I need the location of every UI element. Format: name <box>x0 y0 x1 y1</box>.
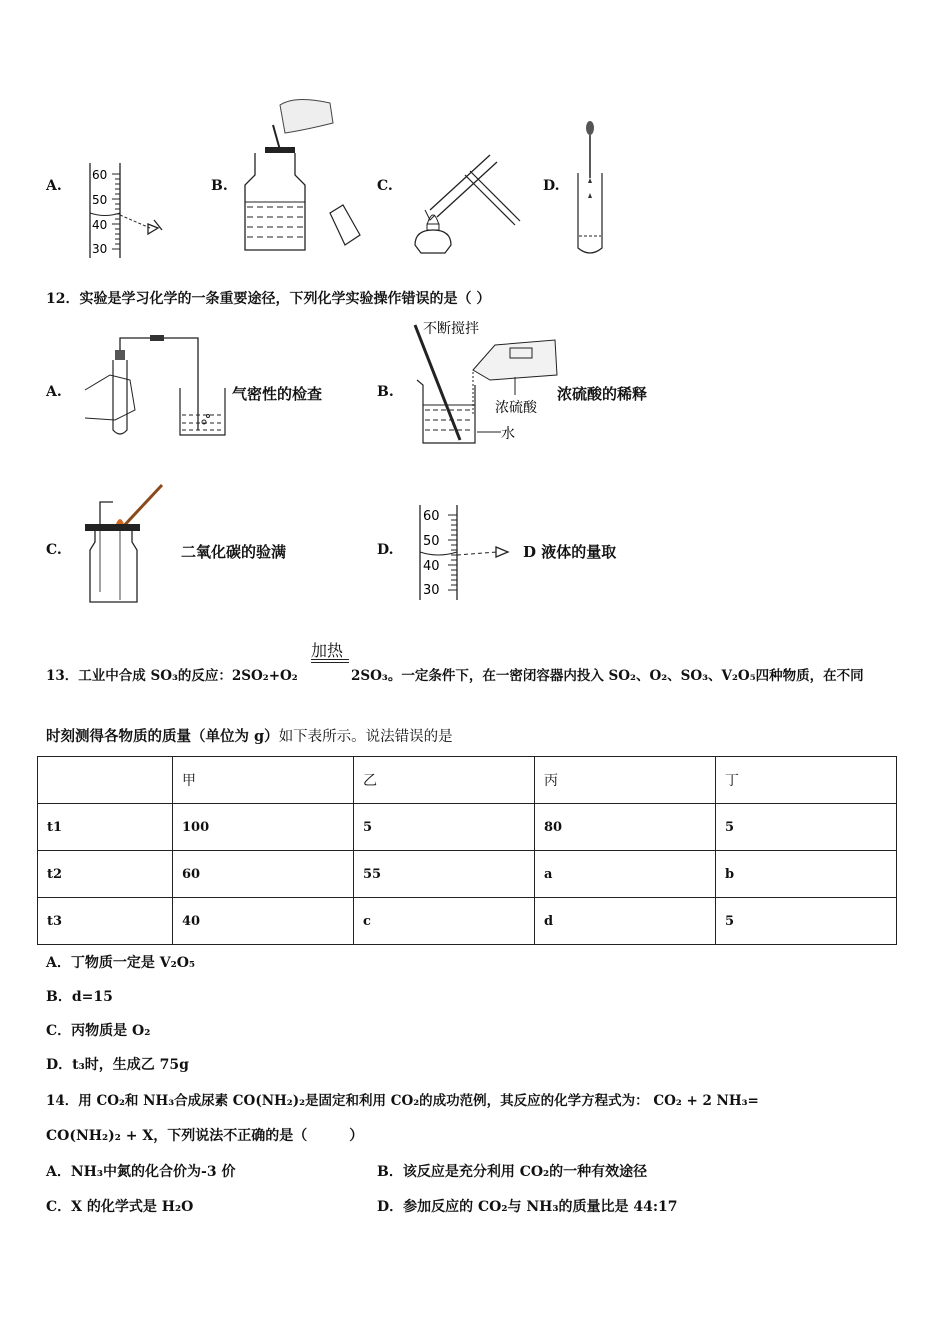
tick-60: 60 <box>423 509 440 524</box>
eye-icon <box>148 220 162 234</box>
q12-option-b-label: B. <box>377 384 394 400</box>
table-header-cell: 丙 <box>535 757 716 804</box>
q11-a-graduated-cylinder-figure <box>80 158 180 263</box>
q12-option-a-label: A. <box>46 384 62 400</box>
q13-condition: 加热 <box>311 641 344 660</box>
q13-stem-product: 2SO₃。 <box>351 668 402 684</box>
table-header-cell: 乙 <box>354 757 535 804</box>
q13-arrow-line-bottom <box>311 662 349 663</box>
q13-option-a: A．丁物质一定是 V₂O₅ <box>46 955 196 971</box>
table-header-cell: 甲 <box>173 757 354 804</box>
acid-note: 浓硫酸 <box>495 400 537 416</box>
q12-a-caption: 气密性的检查 <box>232 385 323 403</box>
tick-50: 50 <box>92 193 108 207</box>
table-cell: 5 <box>716 804 897 851</box>
q12-d-caption: D 液体的量取 <box>523 543 617 561</box>
q12-option-c-label: C. <box>46 542 62 558</box>
table-cell: t1 <box>38 804 173 851</box>
q12-c-caption: 二氧化碳的验满 <box>181 543 287 561</box>
q13-line2-rest: 如下表所示。说法错误的是 <box>278 729 453 745</box>
table-cell: 40 <box>173 898 354 945</box>
q12-a-airtightness-check-figure <box>80 330 230 440</box>
q14-option-a: A．NH₃中氮的化合价为-3 价 <box>46 1164 236 1180</box>
q14-option-b: B．该反应是充分利用 CO₂的一种有效途径 <box>377 1164 648 1180</box>
q12-option-d-label: D. <box>377 542 394 558</box>
tick-40: 40 <box>92 218 108 232</box>
q11-option-b-label: B. <box>211 178 228 194</box>
q13-stem-prefix: 13．工业中合成 SO₃的反应：2SO₂+O₂ <box>46 668 298 684</box>
tick-30: 30 <box>423 583 440 598</box>
table-cell: 5 <box>716 898 897 945</box>
table-cell: d <box>535 898 716 945</box>
table-row <box>38 851 897 898</box>
q14-stem-line1: 14．用 CO₂和 NH₃合成尿素 CO(NH₂)₂是固定和利用 CO₂的成功范例，其反应的化学方程式为： CO₂ + 2 NH₃= <box>46 1093 759 1109</box>
table-cell: a <box>535 851 716 898</box>
table-cell: 60 <box>173 851 354 898</box>
table-cell: 100 <box>173 804 354 851</box>
q11-b-pouring-liquid-figure <box>235 95 370 260</box>
table-cell: t3 <box>38 898 173 945</box>
q12-b-caption: 浓硫酸的稀释 <box>557 385 648 403</box>
table-cell: 5 <box>354 804 535 851</box>
q13-option-c: C．丙物质是 O₂ <box>46 1023 151 1039</box>
q14-option-d: D．参加反应的 CO₂与 NH₃的质量比是 44:17 <box>377 1199 678 1215</box>
q13-stem-rest: 一定条件下，在一密闭容器内投入 SO₂、O₂、SO₃、V₂O₅四种物质，在不同 <box>401 668 864 684</box>
q11-d-dropper-figure <box>570 118 610 258</box>
q11-option-d-label: D. <box>543 178 560 194</box>
q14-stem-line2: CO(NH₂)₂ + X，下列说法不正确的是（ ） <box>46 1128 364 1144</box>
q11-option-c-label: C. <box>377 178 393 194</box>
q12-c-co2-test-figure <box>80 482 175 607</box>
q13-mass-table <box>37 756 897 945</box>
stir-note: 不断搅拌 <box>423 321 479 337</box>
table-header-row <box>38 757 897 804</box>
table-cell: t2 <box>38 851 173 898</box>
tick-60: 60 <box>92 168 108 182</box>
table-cell: 80 <box>535 804 716 851</box>
table-cell: 55 <box>354 851 535 898</box>
tick-40: 40 <box>423 559 440 574</box>
table-row <box>38 898 897 945</box>
q13-arrow-line-top <box>311 659 349 660</box>
eye-icon <box>496 547 508 557</box>
tick-50: 50 <box>423 534 440 549</box>
q12-d-liquid-measure-figure <box>412 500 520 605</box>
q12-stem: 12．实验是学习化学的一条重要途径，下列化学实验操作错误的是（ ） <box>46 291 491 307</box>
q11-option-a-label: A. <box>46 178 62 194</box>
q13-option-b: B．d=15 <box>46 989 113 1005</box>
q11-c-heating-test-tube-figure <box>405 145 530 260</box>
tick-30: 30 <box>92 242 108 256</box>
table-cell: c <box>354 898 535 945</box>
table-header-cell: 丁 <box>716 757 897 804</box>
water-note: 水 <box>501 426 515 442</box>
table-header-cell <box>38 757 173 804</box>
q13-line2-bold: 时刻测得各物质的质量（单位为 g） <box>46 728 279 745</box>
q14-option-c: C．X 的化学式是 H₂O <box>46 1199 194 1215</box>
table-row <box>38 804 897 851</box>
q12-b-dilution-figure <box>405 315 560 450</box>
q13-option-d: D．t₃时，生成乙 75g <box>46 1057 189 1073</box>
table-cell: b <box>716 851 897 898</box>
